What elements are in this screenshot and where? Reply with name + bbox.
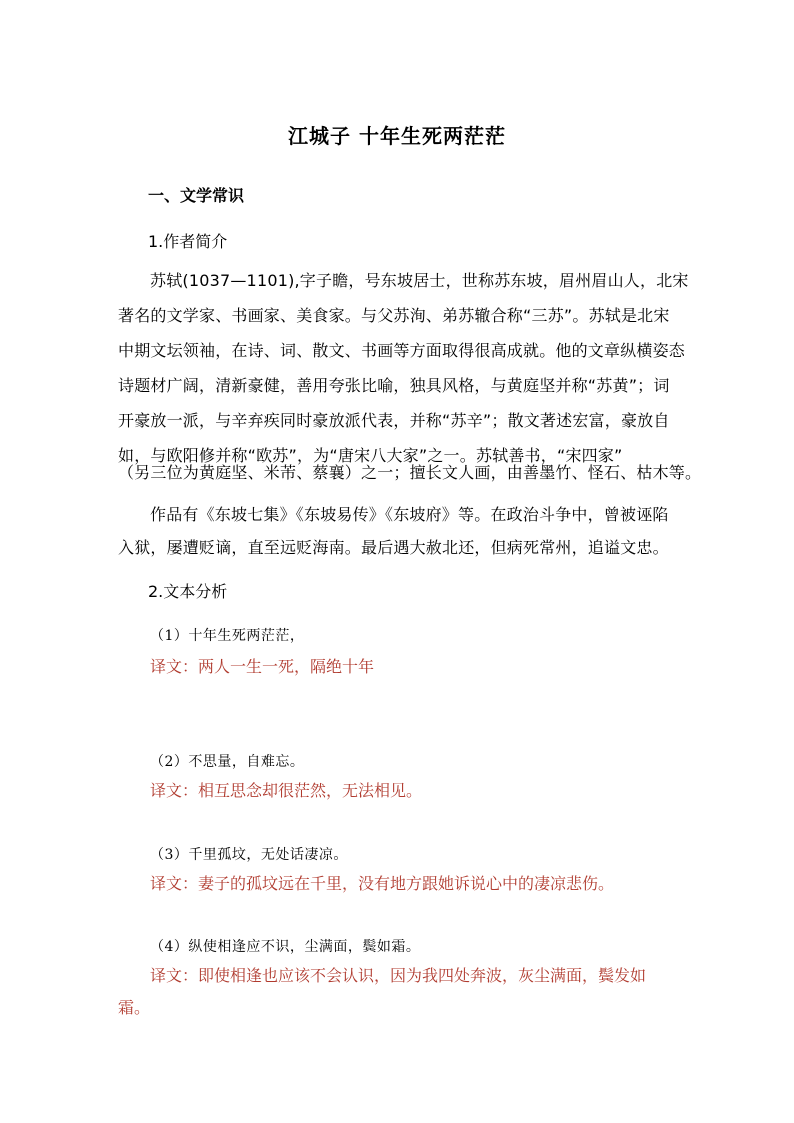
paragraph-line: 诗题材广阔，清新豪健，善用夸张比喻，独具风格，与黄庭坚并称“苏黄”；词 [118,376,670,395]
translation-line: 霜。 [118,998,151,1017]
verse-line: （2）不思量，自难忘。 [150,754,305,770]
paragraph-line: 中期文坛领袖，在诗、词、散文、书画等方面取得很高成就。他的文章纵横姿态 [118,341,686,360]
verse-line: （1）十年生死两茫茫， [150,628,305,644]
verse-line: （4）纵使相逢应不识，尘满面，鬓如霜。 [150,939,421,955]
paragraph-line: 作品有《东坡七集》《东坡易传》《东坡府》等。在政治斗争中，曾被诬陷 [150,505,669,524]
page-title: 江城子 十年生死两茫茫 [288,124,506,148]
paragraph-line: 苏轼(1037—1101),字子瞻，号东坡居士，世称苏东坡，眉州眉山人，北宋 [150,271,689,290]
paragraph-line: 开豪放一派，与辛弃疾同时豪放派代表，并称“苏辛”；散文著述宏富，豪放自 [118,411,670,430]
subheading-text-analysis: 2.文本分析 [148,582,228,601]
translation-line: 译文：相互思念却很茫然，无法相见。 [150,781,423,800]
translation-line: 译文：即使相逢也应该不会认识，因为我四处奔波，灰尘满面，鬓发如 [150,966,647,985]
verse-line: （3）千里孤坟，无处话凄凉。 [150,847,348,863]
subheading-author-intro: 1.作者简介 [148,232,228,251]
paragraph-line: 著名的文学家、书画家、美食家。与父苏洵、弟苏辙合称“三苏”。苏轼是北宋 [118,306,670,325]
paragraph-line: （另三位为黄庭坚、米芾、蔡襄）之一；擅长文人画，由善墨竹、怪石、枯木等。 [118,463,702,482]
translation-line: 译文：妻子的孤坟远在千里，没有地方跟她诉说心中的凄凉悲伤。 [150,874,615,893]
paragraph-line: 如，与欧阳修并称“欧苏”，为“唐宋八大家”之一。苏轼善书，“宋四家” [118,446,623,465]
section-heading-literature: 一、文学常识 [148,186,245,205]
paragraph-line: 入狱，屡遭贬谪，直至远贬海南。最后遇大赦北还，但病死常州，追谥文忠。 [118,538,669,557]
translation-line: 译文：两人一生一死，隔绝十年 [150,657,375,676]
